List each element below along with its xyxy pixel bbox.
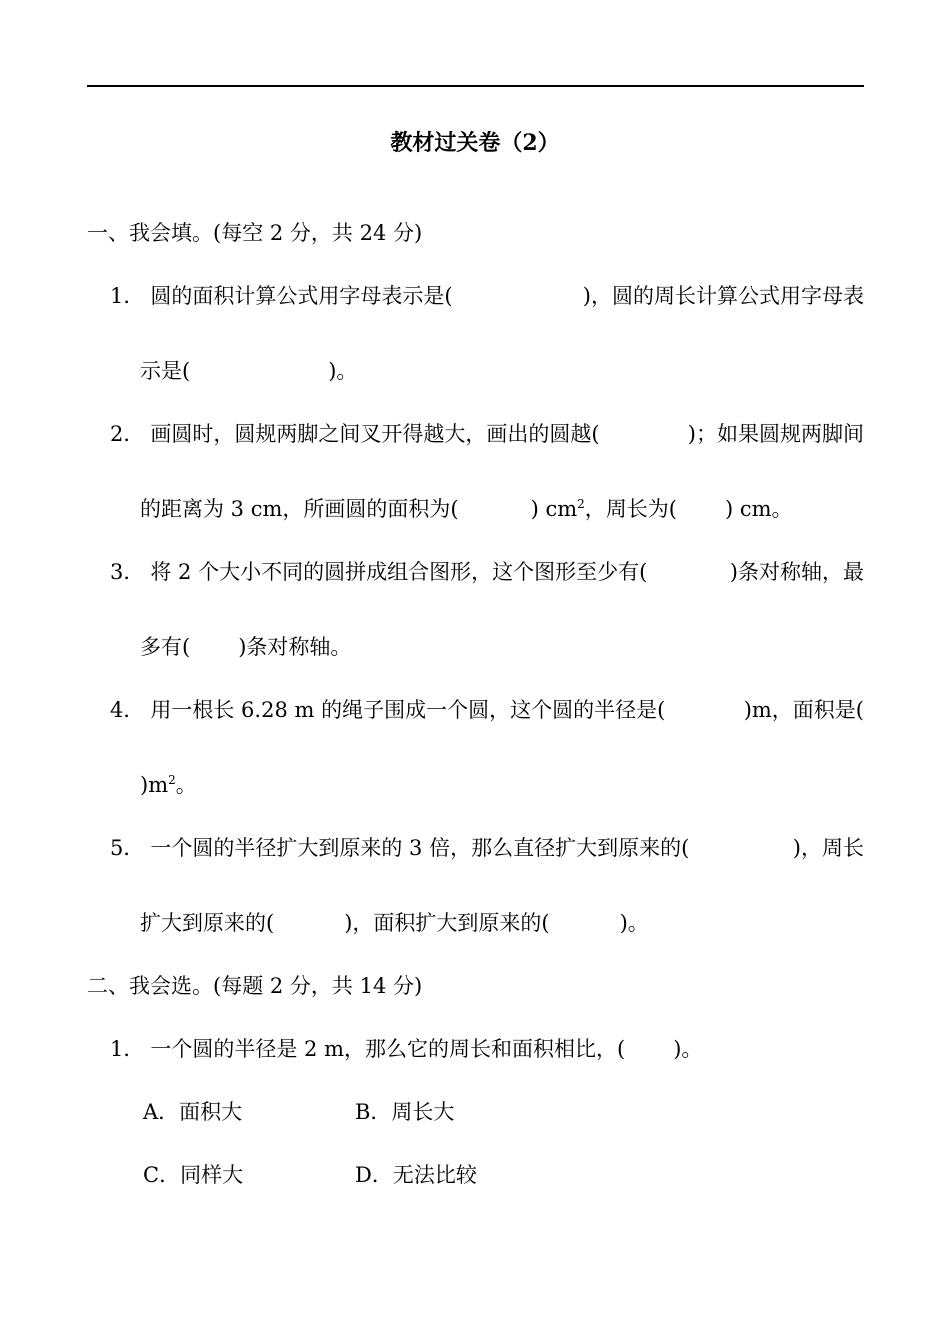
- section-heading-choice: 二、我会选。(每题 2 分，共 14 分): [87, 974, 423, 998]
- option-d[interactable]: D．无法比较: [355, 1163, 477, 1187]
- fill-question-3-cont: 多有( )条对称轴。: [140, 635, 352, 659]
- question-number: 5．: [110, 836, 145, 860]
- question-number: 1．: [110, 1037, 145, 1061]
- question-number: 3．: [110, 560, 145, 584]
- question-number: 4．: [110, 698, 145, 722]
- option-a[interactable]: A．面积大: [143, 1100, 243, 1124]
- fill-question-3: 3． 将 2 个大小不同的圆拼成组合图形，这个图形至少有( )条对称轴，最: [110, 560, 864, 584]
- option-b[interactable]: B．周长大: [355, 1100, 455, 1124]
- fill-question-5-cont: 扩大到原来的( )，面积扩大到原来的( )。: [140, 911, 649, 935]
- top-rule: [87, 85, 864, 87]
- fill-question-5: 5． 一个圆的半径扩大到原来的 3 倍，那么直径扩大到原来的( )，周长: [110, 836, 864, 860]
- fill-question-1: 1． 圆的面积计算公式用字母表示是( )，圆的周长计算公式用字母表: [110, 284, 864, 308]
- fill-question-2: 2． 画圆时，圆规两脚之间叉开得越大，画出的圆越( )；如果圆规两脚间: [110, 422, 864, 446]
- choice-question-1: 1． 一个圆的半径是 2 m，那么它的周长和面积相比，( )。: [110, 1037, 703, 1061]
- fill-question-2-cont: 的距离为 3 cm，所画圆的面积为( ) $cm^2$，周长为( ) cm。: [140, 497, 793, 521]
- page-title: 教材过关卷（2）: [390, 130, 560, 156]
- fill-question-4: 4． 用一根长 6.28 m 的绳子围成一个圆，这个圆的半径是( )m，面积是(: [110, 698, 864, 722]
- section-heading-fill: 一、我会填。(每空 2 分，共 24 分): [87, 221, 423, 245]
- option-c[interactable]: C．同样大: [143, 1163, 244, 1187]
- fill-question-1-cont: 示是( )。: [140, 359, 358, 383]
- fill-question-4-cont: )$m^2$。: [140, 773, 197, 797]
- question-number: 2．: [110, 422, 145, 446]
- question-number: 1．: [110, 284, 145, 308]
